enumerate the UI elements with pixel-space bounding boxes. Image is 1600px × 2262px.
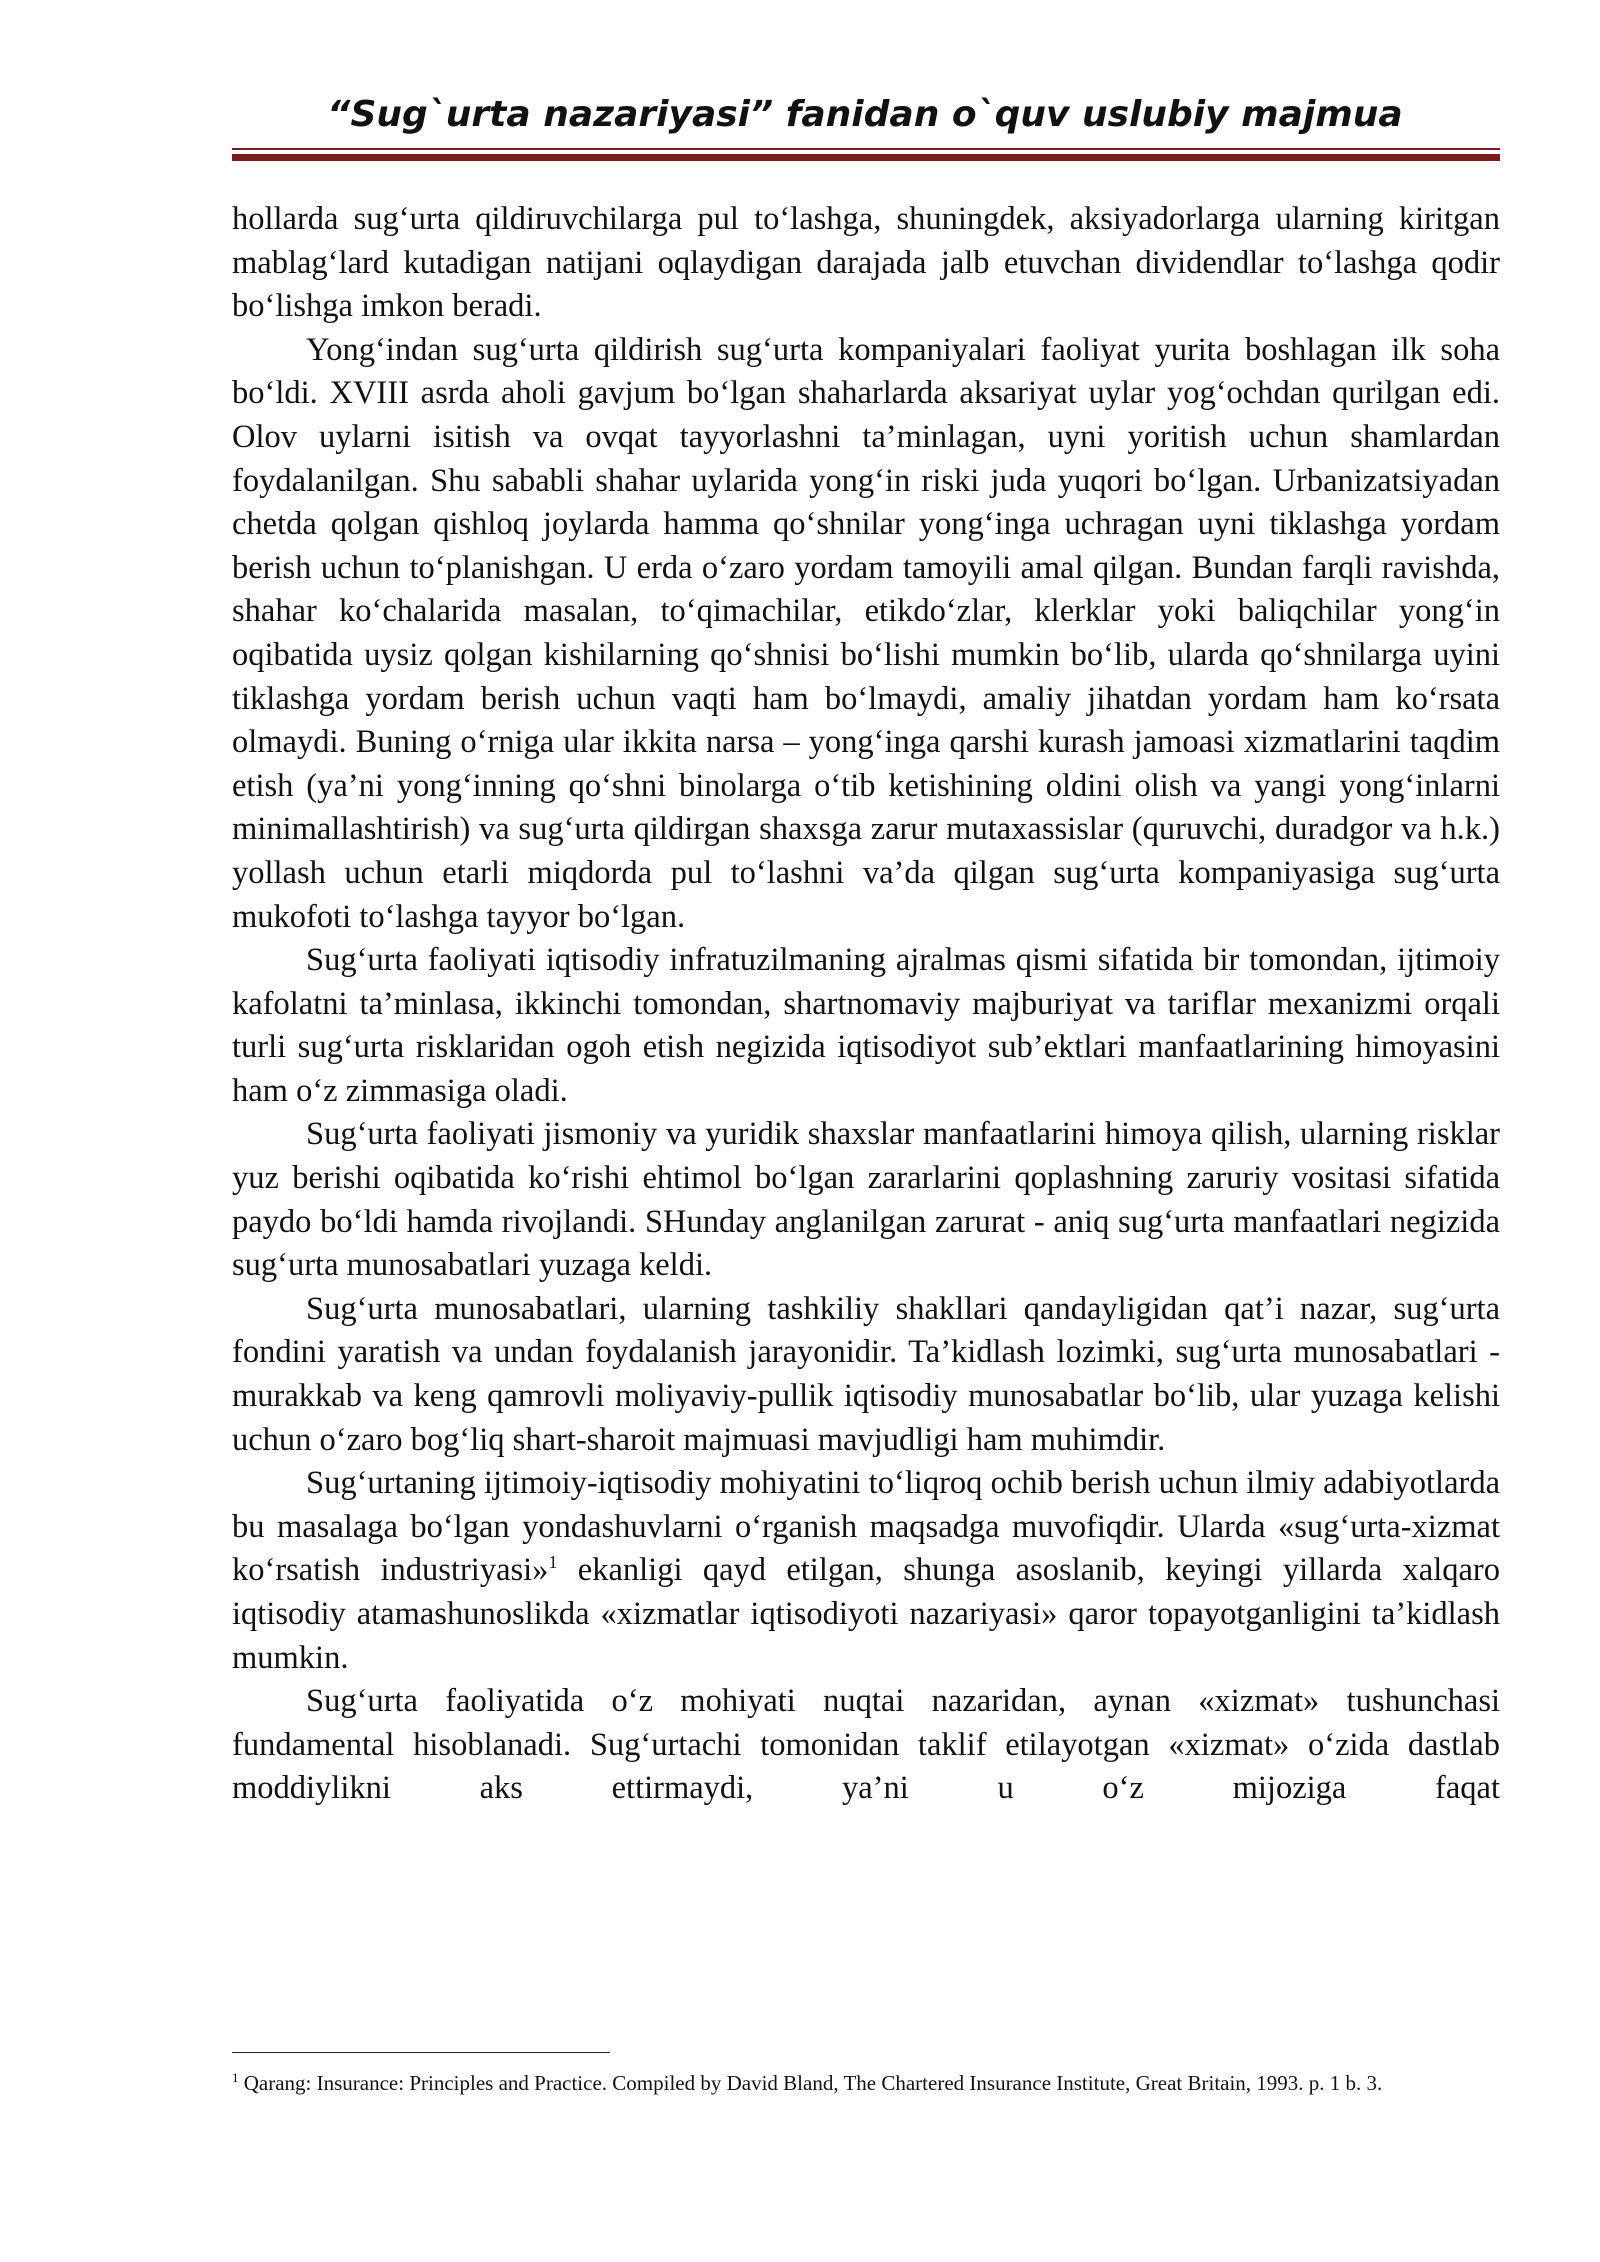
footnote-number: 1 bbox=[232, 2070, 239, 2085]
page-header-title: “Sug`urta nazariyasi” fanidan o`quv uslubiy majmua bbox=[327, 94, 1403, 135]
paragraph-4: Sug‘urta faoliyati jismoniy va yuridik shaxslar manfaatlarini himoya qilish, ularning risklar yuz berishi oqibatida ko‘rishi ehtimol bo‘lgan zararlarini qoplashning zaruriy vositasi sifatida paydo bo‘ldi hamda rivojlandi. SHunday anglanilgan zarurat - aniq sug‘urta manfaatlari negizida sug‘urta munosabatlari yuzaga keldi. bbox=[232, 1116, 1500, 1284]
footnote-text: Qarang: Insurance: Principles and Practice. Compiled by David Bland, The Chartered Insurance Institute, Great Britain, 1993. p. 1 b. 3. bbox=[238, 2071, 1383, 2095]
paragraph-6-part-2: ekanligi qayd etilgan, shunga asoslanib, keyingi yillarda xalqaro iqtisodiy atamashunoslikda «xizmatlar iqtisodiyoti nazariyasi» qaror topayotganligini ta’kidlash mumkin. bbox=[232, 1552, 1500, 1676]
footnote bbox=[232, 2068, 1500, 2099]
paragraph-5: Sug‘urta munosabatlari, ularning tashkiliy shakllari qandayligidan qat’i nazar, sug‘urta fondini yaratish va undan foydalanish jarayonidir. Ta’kidlash lozimki, sug‘urta munosabatlari - murakkab va keng qamrovli moliyaviy-pullik iqtisodiy munosabatlar bo‘lib, ular yuzaga kelishi uchun o‘zaro bog‘liq shart-sharoit majmuasi mavjudligi ham muhimdir. bbox=[232, 1290, 1500, 1458]
paragraph-6-part-1: Sug‘urtaning ijtimoiy-iqtisodiy mohiyatini to‘liqroq ochib berish uchun ilmiy adabiyotlarda bu masalaga bo‘lgan yondashuvlarni o‘rganish maqsadga muvofiqdir. Ularda «sug‘urta-xizmat ko‘rsatish industriyasi» bbox=[232, 1465, 1500, 1589]
footnote-reference[interactable]: 1 bbox=[548, 1552, 558, 1573]
paragraph-6 bbox=[232, 1462, 1500, 1680]
paragraph-1: hollarda sug‘urta qildiruvchilarga pul to‘lashga, shuningdek, aksiyadorlarga ularning kiritgan mablag‘lard kutadigan natijani oqlaydigan darajada jalb etuvchan dividendlar to‘lashga qodir bo‘lishga imkon beradi. bbox=[232, 201, 1500, 325]
header-rule-thin bbox=[232, 148, 1500, 150]
footnote-separator bbox=[232, 2052, 610, 2053]
paragraph-7: Sug‘urta faoliyatida o‘z mohiyati nuqtai nazaridan, aynan «xizmat» tushunchasi fundamental hisoblanadi. Sug‘urtachi tomonidan taklif etilayotgan «xizmat» o‘zida dastlab moddiylikni aks ettirmaydi, ya’ni u o‘z mijoziga faqat bbox=[232, 1683, 1500, 1807]
body-text bbox=[232, 198, 1500, 1811]
paragraph-2: Yong‘indan sug‘urta qildirish sug‘urta kompaniyalari faoliyat yurita boshlagan ilk soha bo‘ldi. XVIII asrda aholi gavjum bo‘lgan shaharlarda aksariyat uylar yog‘ochdan qurilgan edi. Olov uylarni isitish va ovqat tayyorlashni ta’minlagan, uyni yoritish uchun shamlardan foydalanilgan. Shu sababli shahar uylarida yong‘in riski juda yuqori bo‘lgan. Urbanizatsiyadan chetda qolgan qishloq joylarda hamma qo‘shnilar yong‘inga uchragan uyni tiklashga yordam berish uchun to‘planishgan. U erda o‘zaro yordam tamoyili amal qilgan. Bundan farqli ravishda, shahar ko‘chalarida masalan, to‘qimachilar, etikdo‘zlar, klerklar yoki baliqchilar yong‘in oqibatida uysiz qolgan kishilarning qo‘shnisi bo‘lishi mumkin bo‘lib, ularda qo‘shnilarga uyini tiklashga yordam berish uchun vaqti ham bo‘lmaydi, amaliy jihatdan yordam ham ko‘rsata olmaydi. Buning o‘rniga ular ikkita narsa – yong‘inga qarshi kurash jamoasi xizmatlarini taqdim etish (ya’ni yong‘inning qo‘shni binolarga o‘tib ketishining oldini olish va yangi yong‘inlarni minimallashtirish) va sug‘urta qildirgan shaxsga zarur mutaxassislar (quruvchi, duradgor va h.k.) yollash uchun etarli miqdorda pul to‘lashni va’da qilgan sug‘urta kompaniyasiga sug‘urta mukofoti to‘lashga tayyor bo‘lgan. bbox=[232, 331, 1500, 935]
paragraph-3: Sug‘urta faoliyati iqtisodiy infratuzilmaning ajralmas qismi sifatida bir tomondan, ijtimoiy kafolatni ta’minlasa, ikkinchi tomondan, shartnomaviy majburiyat va tariflar mexanizmi orqali turli sug‘urta risklaridan ogoh etish negizida iqtisodiyot sub’ektlari manfaatlarining himoyasini ham o‘z zimmasiga oladi. bbox=[232, 942, 1500, 1109]
header-rule-thick bbox=[232, 154, 1500, 161]
